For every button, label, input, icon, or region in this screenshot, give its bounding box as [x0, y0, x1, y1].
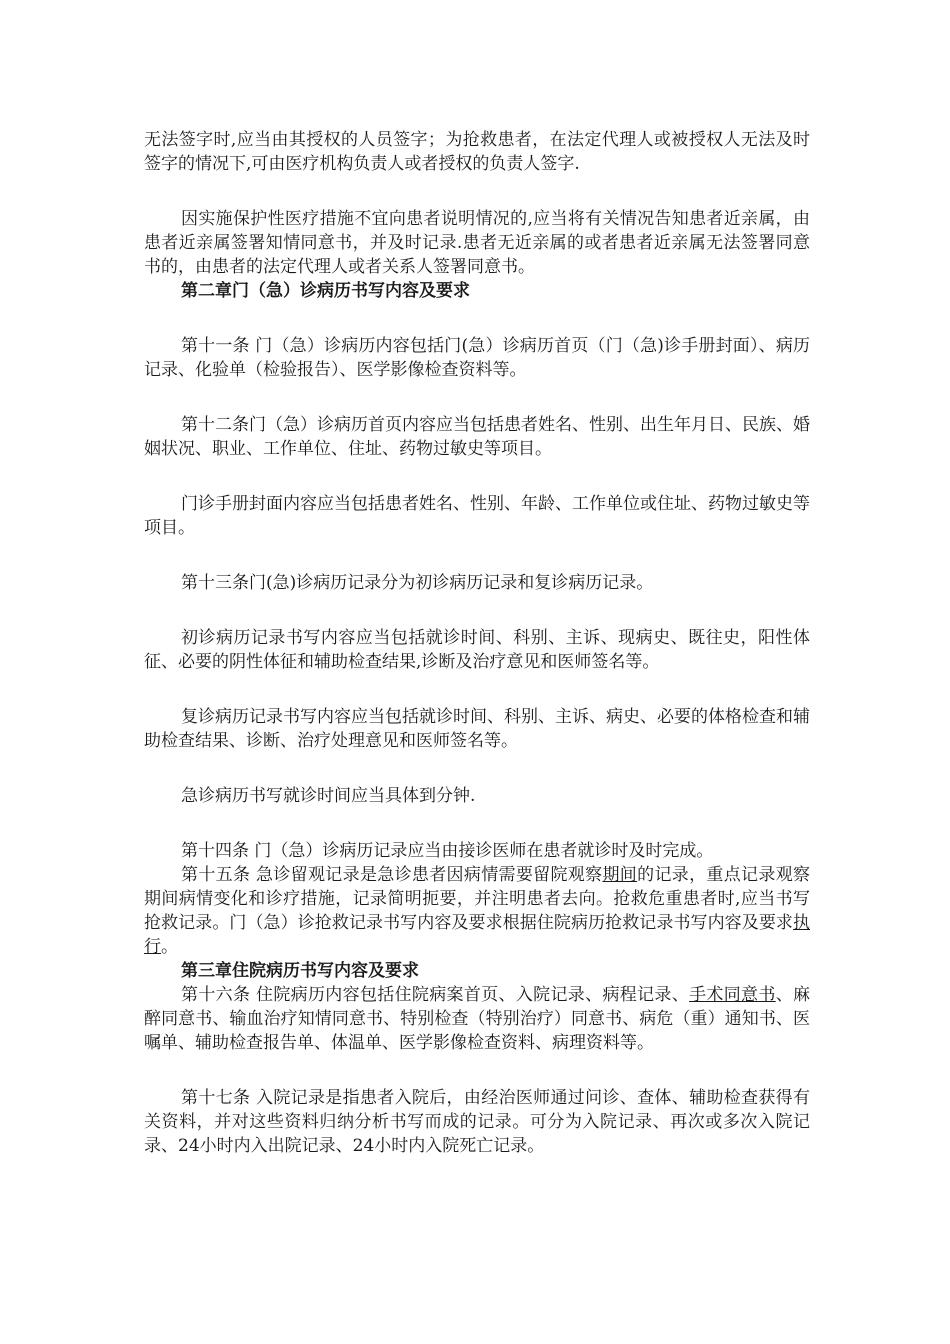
article-16-text-c: 、麻醉同意书、输血治疗知情同意书、特别检查（特别治疗）同意书、病危（重）通知书、医嘱单、辅助检查报告单、体温单、医学影像检查资料、病理资料等。 [144, 985, 811, 1053]
paragraph-first-visit: 初诊病历记录书写内容应当包括就诊时间、科别、主诉、现病史、既往史，阳性体征、必要的阴性体征和辅助检查结果,诊断及治疗意见和医师签名等。 [144, 628, 810, 672]
article-15-text-a: 第十五条 急诊留观记录是急诊患者因病情需要留院观察 [181, 865, 603, 885]
article-17: 第十七条 入院记录是指患者入院后，由经治医师通过问诊、查体、辅助检查获得有关资料，并对这些资料归纳分析书写而成的记录。可分为入院记录、再次或多次入院记录、24小时内入出院记录、24小时内入院死亡记录。 [144, 1088, 810, 1156]
chapter-2-heading: 第二章门（急）诊病历书写内容及要求 [181, 281, 470, 301]
article-12: 第十二条门（急）诊病历首页内容应当包括患者姓名、性别、出生年月日、民族、婚姻状况、职业、工作单位、住址、药物过敏史等项目。 [144, 415, 810, 459]
article-14: 第十四条 门（急）诊病历记录应当由接诊医师在患者就诊时及时完成。 [181, 841, 714, 861]
paragraph-signature: 无法签字时,应当由其授权的人员签字；为抢救患者，在法定代理人或被授权人无法及时签字的情况下,可由医疗机构负责人或者授权的负责人签字. [144, 130, 810, 174]
link-surgery-consent[interactable]: 手术同意书 [689, 985, 776, 1005]
paragraph-return-visit: 复诊病历记录书写内容应当包括就诊时间、科别、主诉、病史、必要的体格检查和辅助检查结果、诊断、治疗处理意见和医师签名等。 [144, 707, 810, 751]
chapter-3-heading: 第三章住院病历书写内容及要求 [181, 961, 419, 981]
link-period[interactable]: 期间 [602, 865, 638, 885]
article-15-text-c: 的记录，重点记录观察期间病情变化和诊疗措施，记录简明扼要，并注明患者去向。抢救危重患者时,应当书写抢救记录。门（急）诊抢救记录书写内容及要求根据住院病历抢救记录书写内容及要求 [144, 865, 811, 933]
article-16-text-a: 第十六条 住院病历内容包括住院病案首页、入院记录、病程记录、 [181, 985, 690, 1005]
link-execute[interactable]: 执行 [144, 913, 810, 957]
paragraph-manual-cover: 门诊手册封面内容应当包括患者姓名、性别、年龄、工作单位或住址、药物过敏史等项目。 [144, 494, 810, 538]
article-15-text-e: 。 [161, 937, 178, 957]
article-15 [144, 863, 810, 959]
document-body [144, 128, 810, 1158]
paragraph-emergency-time: 急诊病历书写就诊时间应当具体到分钟. [181, 786, 476, 806]
article-11: 第十一条 门（急）诊病历内容包括门(急）诊病历首页（门（急)诊手册封面）、病历记录、化验单（检验报告）、医学影像检查资料等。 [144, 336, 810, 380]
article-13: 第十三条门(急)诊病历记录分为初诊病历记录和复诊病历记录。 [181, 573, 654, 593]
article-16 [144, 983, 810, 1055]
paragraph-protective-measures: 因实施保护性医疗措施不宜向患者说明情况的,应当将有关情况告知患者近亲属，由患者近亲属签署知情同意书，并及时记录.患者无近亲属的或者患者近亲属无法签署同意书的，由患者的法定代理人或者关系人签署同意书。 [144, 209, 810, 277]
